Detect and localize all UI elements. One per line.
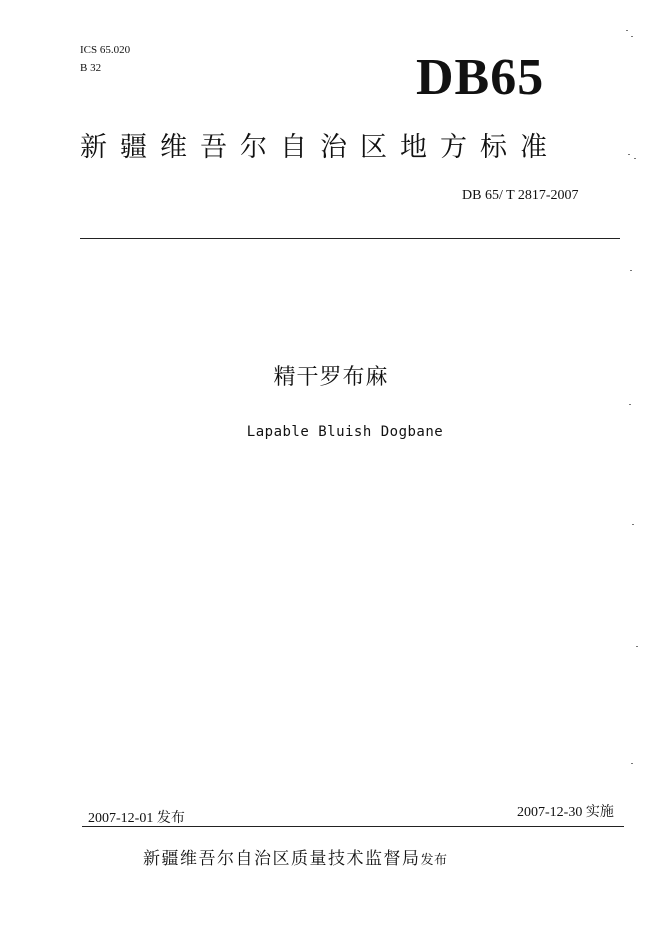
- issuing-authority: 新疆维吾尔自治区地方标准: [80, 132, 560, 163]
- document-title-chinese: 精干罗布麻: [273, 365, 389, 390]
- publisher-name: 新疆维吾尔自治区质量技术监督局: [143, 849, 421, 869]
- document-title-english: Lapable Bluish Dogbane: [246, 424, 444, 440]
- footer-divider: [82, 826, 624, 827]
- implementation-date: 2007-12-30 实施: [517, 805, 614, 820]
- header-divider: [80, 238, 620, 239]
- scan-speck: [630, 270, 632, 271]
- standard-number: DB 65/ T 2817-2007: [462, 188, 579, 203]
- publisher: [143, 847, 448, 873]
- ics-code: ICS 65.020: [80, 44, 131, 56]
- scan-speck: [628, 154, 630, 155]
- scan-speck: [634, 158, 636, 159]
- scan-speck: [632, 524, 634, 525]
- scan-speck: [631, 36, 633, 37]
- classification-code: B 32: [80, 62, 102, 74]
- scan-speck: [636, 646, 638, 647]
- scan-speck: [631, 763, 633, 764]
- issue-date: 2007-12-01 发布: [88, 811, 185, 826]
- scan-speck: [629, 404, 631, 405]
- publisher-suffix: 发布: [420, 853, 448, 868]
- standard-brand: DB65: [416, 49, 545, 106]
- scan-speck: [626, 30, 628, 31]
